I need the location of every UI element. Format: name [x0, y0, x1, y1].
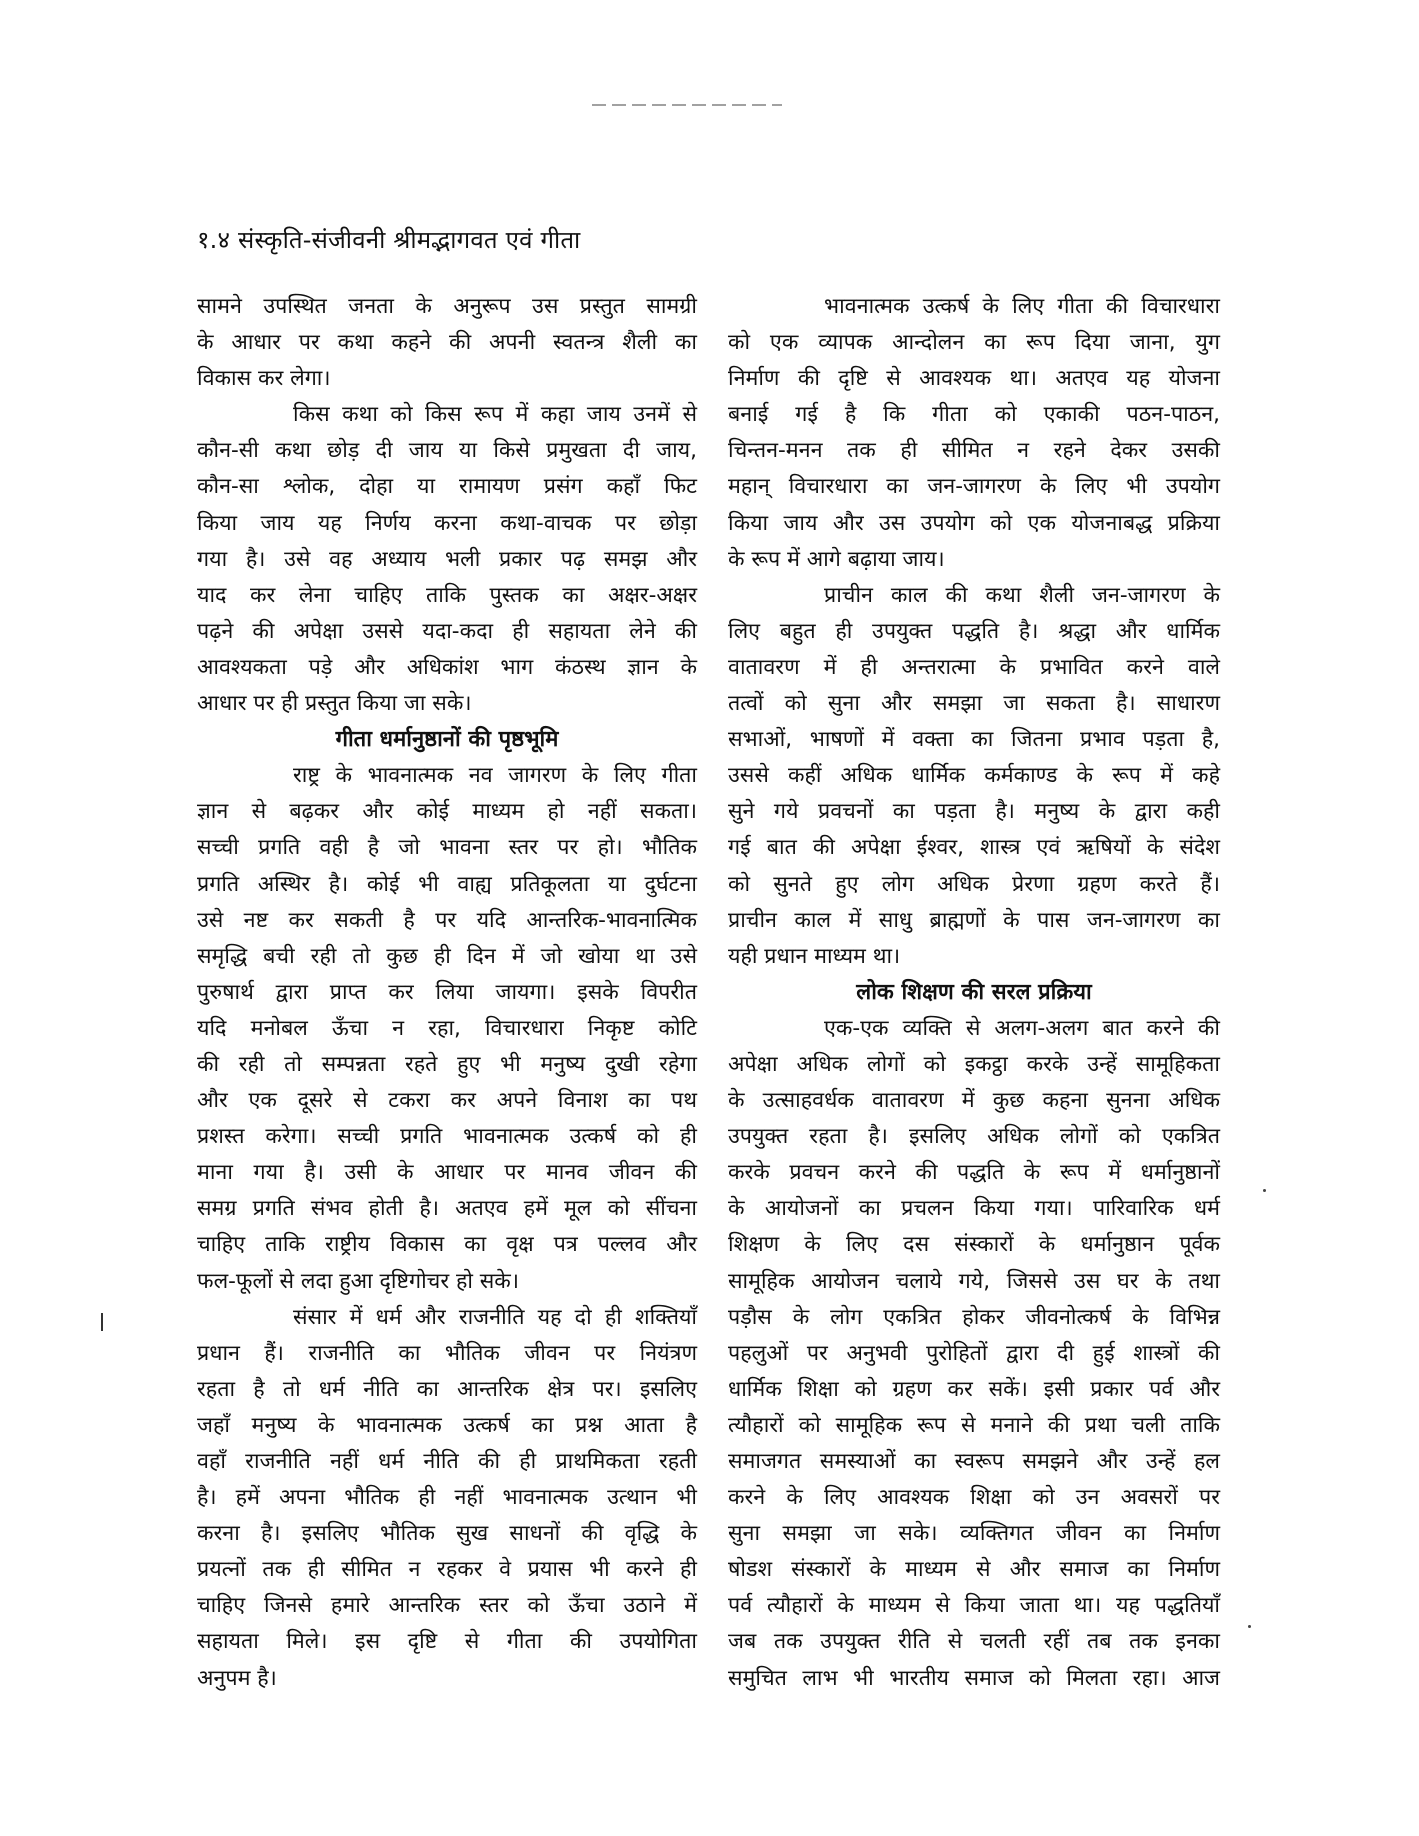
- text-line: विकास कर लेगा।: [197, 366, 331, 392]
- text-line: समुचित लाभ भी भारतीय समाज को मिलता रहा। आज: [728, 1665, 1220, 1691]
- text-line: पड़ौस के लोग एकत्रित होकर जीवनोत्कर्ष के विभिन्न: [728, 1304, 1220, 1330]
- text-line: आधार पर ही प्रस्तुत किया जा सके।: [197, 691, 472, 717]
- text-line: समृद्धि बची रही तो कुछ ही दिन में जो खोया था उसे: [197, 943, 697, 969]
- text-line: के उत्साहवर्धक वातावरण में कुछ कहना सुनना अधिक: [728, 1088, 1220, 1114]
- text-line: वातावरण में ही अन्तरात्मा के प्रभावित करने वाले: [728, 654, 1220, 680]
- text-line: किस कथा को किस रूप में कहा जाय उनमें से: [293, 402, 697, 428]
- text-line: रहता है तो धर्म नीति का आन्तरिक क्षेत्र पर। इसलिए: [197, 1376, 697, 1402]
- text-line: समाजगत समस्याओं का स्वरूप समझने और उन्हें हल: [728, 1449, 1220, 1474]
- text-line: पुरुषार्थ द्वारा प्राप्त कर लिया जायगा। इसके विपरीत: [197, 979, 697, 1005]
- right-column: [728, 289, 1220, 1697]
- running-head: १.४ संस्कृति-संजीवनी श्रीमद्भागवत एवं गीता: [197, 226, 581, 254]
- text-line: प्रशस्त करेगा। सच्ची प्रगति भावनात्मक उत्कर्ष को ही: [197, 1124, 697, 1150]
- text-line: वहाँ राजनीति नहीं धर्म नीति की ही प्राथमिकता रहती: [197, 1449, 697, 1474]
- text-line: सभाओं, भाषणों में वक्ता का जितना प्रभाव पड़ता है,: [728, 727, 1220, 753]
- text-line: पर्व त्यौहारों के माध्यम से किया जाता था। यह पद्धतियाँ: [728, 1593, 1220, 1619]
- text-line: भावनात्मक उत्कर्ष के लिए गीता की विचारधारा: [824, 294, 1220, 319]
- text-line: उसे नष्ट कर सकती है पर यदि आन्तरिक-भावनात्मिक: [197, 907, 697, 933]
- text-line: कौन-सा श्लोक, दोहा या रामायण प्रसंग कहाँ फिट: [197, 474, 697, 500]
- text-line: सामने उपस्थित जनता के अनुरूप उस प्रस्तुत सामग्री: [197, 294, 697, 319]
- text-line: प्रगति अस्थिर है। कोई भी वाह्य प्रतिकूलता या दुर्घटना: [197, 871, 697, 897]
- text-line: लिए बहुत ही उपयुक्त पद्धति है। श्रद्धा और धार्मिक: [728, 618, 1220, 644]
- text-line: प्रयत्नों तक ही सीमित न रहकर वे प्रयास भी करने ही: [197, 1557, 697, 1583]
- text-line: है। हमें अपना भौतिक ही नहीं भावनात्मक उत्थान भी: [197, 1485, 697, 1511]
- text-line: पहलुओं पर अनुभवी पुरोहितों द्वारा दी हुई शास्त्रों की: [728, 1340, 1220, 1366]
- text-line: ज्ञान से बढ़कर और कोई माध्यम हो नहीं सकता।: [197, 799, 697, 825]
- text-line: प्राचीन काल में साधु ब्राह्मणों के पास जन-जागरण का: [728, 907, 1220, 933]
- scan-speck: [1248, 1625, 1251, 1628]
- decorative-dash-rule: [592, 104, 782, 106]
- text-line: को एक व्यापक आन्दोलन का रूप दिया जाना, युग: [728, 330, 1220, 356]
- text-line: अनुपम है।: [197, 1665, 277, 1691]
- text-line: सहायता मिले। इस दृष्टि से गीता की उपयोगिता: [197, 1629, 697, 1655]
- text-line: सुने गये प्रवचनों का पड़ता है। मनुष्य के द्वारा कही: [728, 799, 1220, 825]
- text-line: याद कर लेना चाहिए ताकि पुस्तक का अक्षर-अक्षर: [197, 582, 697, 608]
- text-line: किया जाय और उस उपयोग को एक योजनाबद्ध प्रक्रिया: [728, 510, 1220, 536]
- text-line: चाहिए ताकि राष्ट्रीय विकास का वृक्ष पत्र पल्लव और: [197, 1232, 697, 1258]
- text-line: पढ़ने की अपेक्षा उससे यदा-कदा ही सहायता लेने की: [197, 618, 697, 644]
- text-line: राष्ट्र के भावनात्मक नव जागरण के लिए गीता: [293, 763, 697, 789]
- text-line: आवश्यकता पड़े और अधिकांश भाग कंठस्थ ज्ञान के: [197, 654, 697, 680]
- text-line: अपेक्षा अधिक लोगों को इकट्ठा करके उन्हें सामूहिकता: [728, 1051, 1220, 1077]
- text-line: शिक्षण के लिए दस संस्कारों के धर्मानुष्ठान पूर्वक: [728, 1232, 1220, 1258]
- text-line: और एक दूसरे से टकरा कर अपने विनाश का पथ: [197, 1088, 697, 1114]
- text-line: चाहिए जिनसे हमारे आन्तरिक स्तर को ऊँचा उठाने में: [197, 1593, 697, 1619]
- scan-speck: [1263, 1189, 1266, 1192]
- text-line: षोडश संस्कारों के माध्यम से और समाज का निर्माण: [728, 1557, 1220, 1583]
- text-line: समग्र प्रगति संभव होती है। अतएव हमें मूल को सींचना: [197, 1196, 697, 1222]
- text-line: तत्वों को सुना और समझा जा सकता है। साधारण: [728, 691, 1220, 717]
- text-line: धार्मिक शिक्षा को ग्रहण कर सकें। इसी प्रकार पर्व और: [728, 1376, 1220, 1402]
- text-line: निर्माण की दृष्टि से आवश्यक था। अतएव यह योजना: [728, 366, 1220, 392]
- text-line: उससे कहीं अधिक धार्मिक कर्मकाण्ड के रूप में कहे: [728, 763, 1220, 789]
- text-line: सामूहिक आयोजन चलाये गये, जिससे उस घर के तथा: [728, 1268, 1220, 1294]
- text-line: जहाँ मनुष्य के भावनात्मक उत्कर्ष का प्रश्न आता है: [197, 1412, 697, 1438]
- text-line: करना है। इसलिए भौतिक सुख साधनों की वृद्धि के: [197, 1521, 697, 1547]
- text-line: एक-एक व्यक्ति से अलग-अलग बात करने की: [824, 1015, 1220, 1041]
- text-line: यही प्रधान माध्यम था।: [728, 943, 901, 969]
- text-line: संसार में धर्म और राजनीति यह दो ही शक्तियाँ: [293, 1304, 697, 1330]
- scan-mark: [101, 1313, 103, 1331]
- text-line: महान् विचारधारा का जन-जागरण के लिए भी उपयोग: [728, 474, 1220, 500]
- text-line: यदि मनोबल ऊँचा न रहा, विचारधारा निकृष्ट कोटि: [197, 1015, 697, 1041]
- section-heading: गीता धर्मानुष्ठानों की पृष्ठभूमि: [335, 727, 559, 753]
- text-line: करने के लिए आवश्यक शिक्षा को उन अवसरों पर: [728, 1485, 1220, 1511]
- text-line: के आयोजनों का प्रचलन किया गया। पारिवारिक धर्म: [728, 1196, 1220, 1222]
- text-line: माना गया है। उसी के आधार पर मानव जीवन की: [197, 1160, 697, 1186]
- text-line: जब तक उपयुक्त रीति से चलती रहीं तब तक इनका: [728, 1629, 1220, 1655]
- text-line: कौन-सी कथा छोड़ दी जाय या किसे प्रमुखता दी जाय,: [197, 438, 697, 464]
- text-line: त्यौहारों को सामूहिक रूप से मनाने की प्रथा चली ताकि: [728, 1412, 1220, 1438]
- text-line: प्राचीन काल की कथा शैली जन-जागरण के: [824, 582, 1220, 608]
- text-line: की रही तो सम्पन्नता रहते हुए भी मनुष्य दुखी रहेगा: [197, 1051, 697, 1077]
- section-heading: लोक शिक्षण की सरल प्रक्रिया: [856, 979, 1092, 1005]
- text-line: उपयुक्त रहता है। इसलिए अधिक लोगों को एकत्रित: [728, 1124, 1220, 1150]
- text-line: के रूप में आगे बढ़ाया जाय।: [728, 546, 945, 572]
- text-line: करके प्रवचन करने की पद्धति के रूप में धर्मानुष्ठानों: [728, 1160, 1220, 1186]
- text-line: गया है। उसे वह अध्याय भली प्रकार पढ़ समझ और: [197, 546, 697, 572]
- text-line: सच्ची प्रगति वही है जो भावना स्तर पर हो। भौतिक: [197, 835, 697, 861]
- text-line: किया जाय यह निर्णय करना कथा-वाचक पर छोड़ा: [197, 510, 697, 536]
- text-line: सुना समझा जा सके। व्यक्तिगत जीवन का निर्माण: [728, 1521, 1220, 1547]
- text-line: चिन्तन-मनन तक ही सीमित न रहने देकर उसकी: [728, 438, 1220, 464]
- text-line: बनाई गई है कि गीता को एकाकी पठन-पाठन,: [728, 402, 1220, 428]
- text-line: के आधार पर कथा कहने की अपनी स्वतन्त्र शैली का: [197, 330, 697, 356]
- left-column: [197, 289, 697, 1697]
- text-line: को सुनते हुए लोग अधिक प्रेरणा ग्रहण करते हैं।: [728, 871, 1220, 897]
- text-line: गई बात की अपेक्षा ईश्वर, शास्त्र एवं ऋषियों के संदेश: [728, 835, 1220, 861]
- text-line: प्रधान हैं। राजनीति का भौतिक जीवन पर नियंत्रण: [197, 1340, 697, 1366]
- text-line: फल-फूलों से लदा हुआ दृष्टिगोचर हो सके।: [197, 1268, 519, 1294]
